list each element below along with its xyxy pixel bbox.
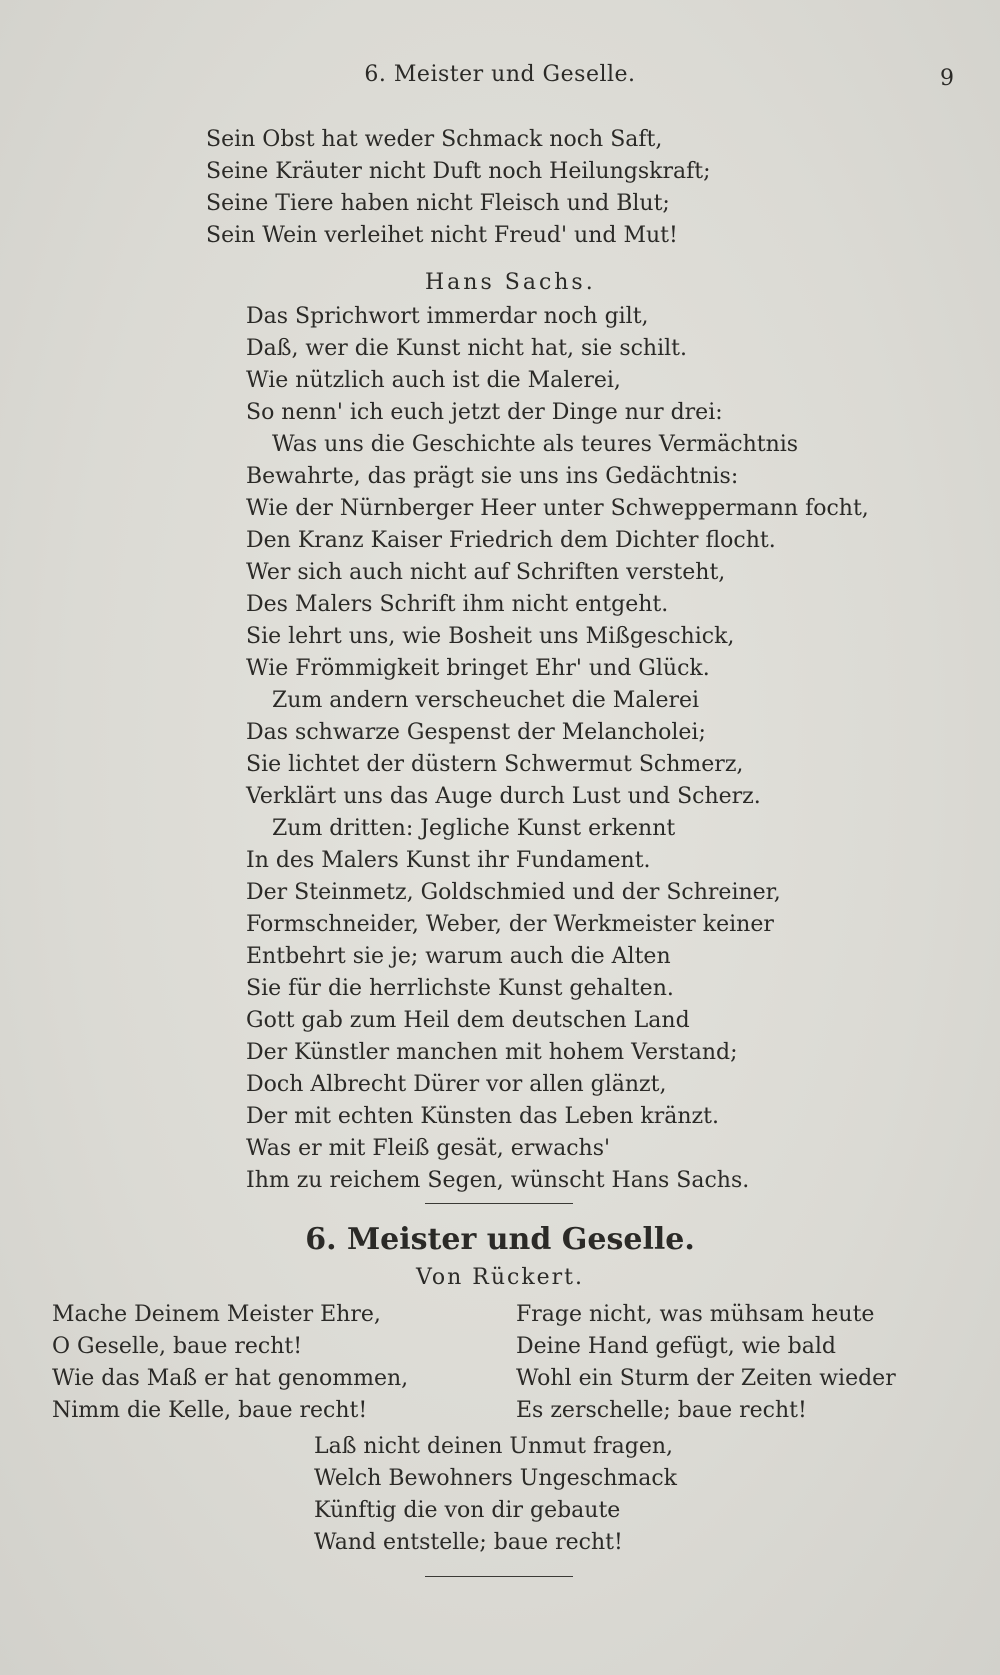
verse-line: Nimm die Kelle, baue recht! — [52, 1398, 368, 1423]
verse-line: Wer sich auch nicht auf Schriften versteht, — [246, 560, 726, 585]
verse-line: Deine Hand gefügt, wie bald — [516, 1334, 836, 1359]
section-divider — [425, 1203, 573, 1204]
page-number: 9 — [940, 66, 954, 91]
verse-line: Wie nützlich auch ist die Malerei, — [246, 368, 621, 393]
verse-line: In des Malers Kunst ihr Fundament. — [246, 848, 651, 873]
verse-line: Bewahrte, das prägt sie uns ins Gedächtnis: — [246, 464, 739, 489]
section-title: 6. Meister und Geselle. — [305, 1222, 695, 1257]
verse-line: Gott gab zum Heil dem deutschen Land — [246, 1008, 690, 1033]
running-head: 6. Meister und Geselle. — [364, 62, 636, 87]
verse-line: Der mit echten Künsten das Leben kränzt. — [246, 1104, 719, 1129]
verse-line: Daß, wer die Kunst nicht hat, sie schilt. — [246, 336, 688, 361]
verse-line: Es zerschelle; baue recht! — [516, 1398, 807, 1423]
verse-line: Mache Deinem Meister Ehre, — [52, 1302, 381, 1327]
verse-line: O Geselle, baue recht! — [52, 1334, 303, 1359]
verse-line: Künftig die von dir gebaute — [314, 1498, 621, 1523]
verse-line: Seine Tiere haben nicht Fleisch und Blut; — [206, 191, 670, 216]
verse-line: Der Künstler manchen mit hohem Verstand; — [246, 1040, 738, 1065]
verse-line: Zum andern verscheuchet die Malerei — [272, 688, 700, 713]
verse-line: Den Kranz Kaiser Friedrich dem Dichter flocht. — [246, 528, 776, 553]
speaker-name: Hans Sachs. — [425, 270, 596, 295]
verse-line: Wand entstelle; baue recht! — [314, 1530, 623, 1555]
verse-line: Doch Albrecht Dürer vor allen glänzt, — [246, 1072, 667, 1097]
verse-line: Sein Wein verleihet nicht Freud' und Mut! — [206, 223, 678, 248]
section-byline: Von Rückert. — [415, 1265, 585, 1290]
verse-line: Formschneider, Weber, der Werkmeister keiner — [246, 912, 774, 937]
verse-line: Zum dritten: Jegliche Kunst erkennt — [272, 816, 676, 841]
verse-line: Was uns die Geschichte als teures Vermächtnis — [272, 432, 799, 457]
verse-line: Sie für die herrlichste Kunst gehalten. — [246, 976, 674, 1001]
verse-line: Sein Obst hat weder Schmack noch Saft, — [206, 127, 663, 152]
verse-line: Entbehrt sie je; warum auch die Alten — [246, 944, 671, 969]
verse-line: Seine Kräuter nicht Duft noch Heilungskraft; — [206, 159, 711, 184]
verse-line: Der Steinmetz, Goldschmied und der Schreiner, — [246, 880, 781, 905]
verse-line: Wohl ein Sturm der Zeiten wieder — [516, 1366, 896, 1391]
verse-line: Verklärt uns das Auge durch Lust und Scherz. — [246, 784, 761, 809]
verse-line: Sie lichtet der düstern Schwermut Schmerz, — [246, 752, 744, 777]
verse-line: Wie der Nürnberger Heer unter Schweppermann focht, — [246, 496, 869, 521]
end-divider — [425, 1576, 573, 1577]
verse-line: Was er mit Fleiß gesät, erwachs' — [246, 1136, 611, 1161]
verse-line: Des Malers Schrift ihm nicht entgeht. — [246, 592, 669, 617]
verse-line: Das Sprichwort immerdar noch gilt, — [246, 304, 649, 329]
verse-line: Das schwarze Gespenst der Melancholei; — [246, 720, 706, 745]
verse-line: Ihm zu reichem Segen, wünscht Hans Sachs. — [246, 1168, 750, 1193]
verse-line: Welch Bewohners Ungeschmack — [314, 1466, 677, 1491]
verse-line: Wie Frömmigkeit bringet Ehr' und Glück. — [246, 656, 710, 681]
verse-line: Frage nicht, was mühsam heute — [516, 1302, 875, 1327]
verse-line: Laß nicht deinen Unmut fragen, — [314, 1434, 674, 1459]
verse-line: Sie lehrt uns, wie Bosheit uns Mißgeschick, — [246, 624, 735, 649]
verse-line: So nenn' ich euch jetzt der Dinge nur drei: — [246, 400, 723, 425]
verse-line: Wie das Maß er hat genommen, — [52, 1366, 409, 1391]
